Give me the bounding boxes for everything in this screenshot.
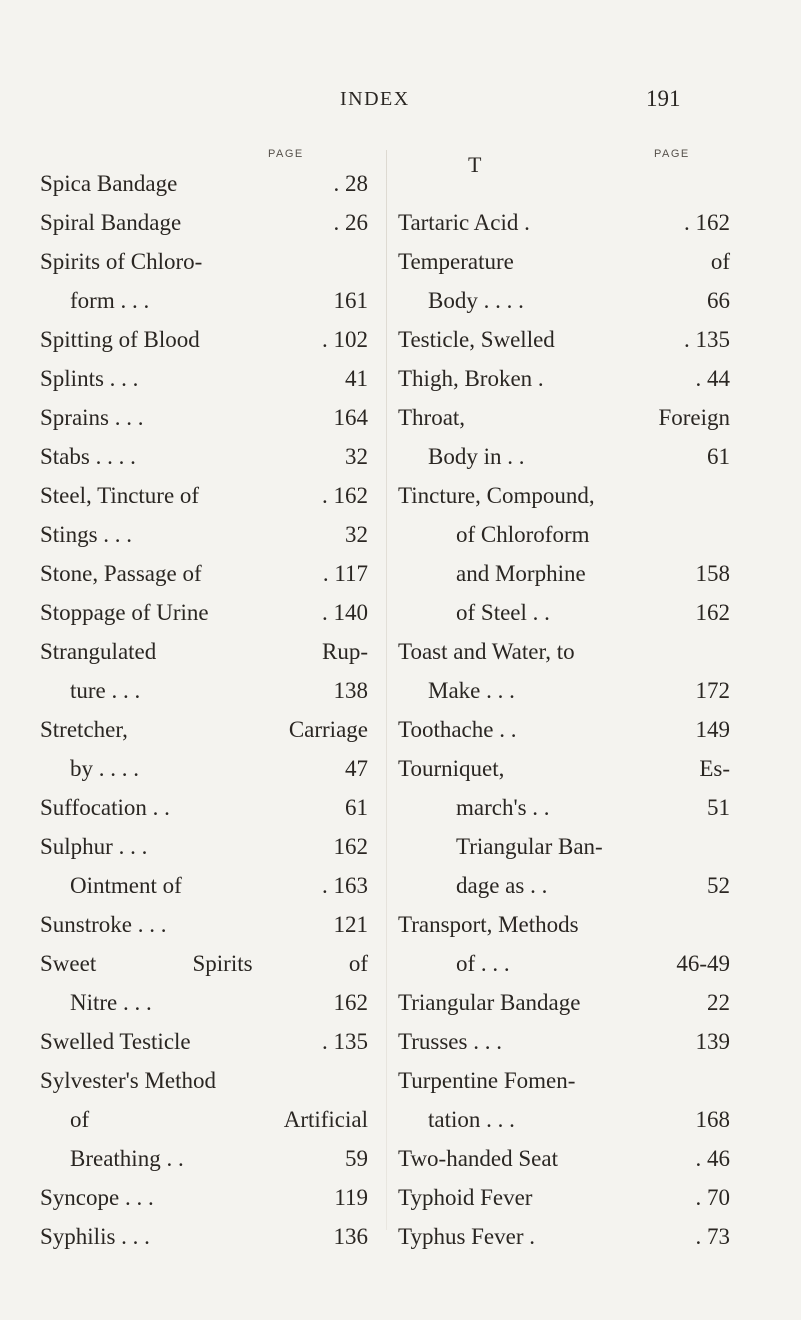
- entry-term: Tartaric Acid .: [398, 210, 530, 235]
- entry-term: form . . .: [70, 288, 150, 313]
- entry-term: ture . . .: [70, 678, 141, 703]
- index-entry: [398, 515, 730, 554]
- entry-page-number: . 26: [333, 210, 368, 235]
- entry-term: Steel, Tincture of: [40, 483, 200, 508]
- index-entry: [40, 320, 368, 359]
- entry-page-number: 32: [345, 522, 368, 547]
- entry-term: Trusses . . .: [398, 1029, 502, 1054]
- index-entry: [40, 1178, 368, 1217]
- entry-page-number: . 117: [322, 561, 368, 586]
- index-entry: [40, 164, 368, 203]
- index-entry: [398, 632, 730, 671]
- column-divider: [386, 150, 387, 1230]
- entry-term: Tincture, Compound,: [398, 483, 595, 508]
- entry-term: dage as . .: [456, 873, 548, 898]
- entry-page-number: 164: [333, 405, 368, 430]
- entry-term: of Artificial: [70, 1107, 368, 1132]
- index-entry: [398, 1217, 730, 1256]
- entry-term: Body in . .: [428, 444, 525, 469]
- entry-term: Testicle, Swelled: [398, 327, 555, 352]
- index-entry: [398, 398, 730, 437]
- entry-term: Toothache . .: [398, 717, 517, 742]
- index-entry: [398, 1061, 730, 1100]
- entry-page-number: 32: [345, 444, 368, 469]
- index-entry: [40, 1100, 368, 1139]
- entry-term: Spirits of Chloro-: [40, 249, 203, 274]
- entry-term: Nitre . . .: [70, 990, 152, 1015]
- section-letter: T: [468, 152, 482, 177]
- entry-term: Breathing . .: [70, 1146, 184, 1171]
- entry-page-number: . 70: [695, 1185, 730, 1210]
- entry-term: of Chloroform: [456, 522, 590, 547]
- entry-page-number: 59: [345, 1146, 368, 1171]
- entry-term: Spiral Bandage: [40, 210, 182, 235]
- entry-term: of Steel . .: [456, 600, 550, 625]
- entry-page-number: 46-49: [676, 951, 730, 976]
- entry-page-number: 22: [707, 990, 730, 1015]
- entry-term: and Morphine: [456, 561, 586, 586]
- entry-page-number: . 135: [322, 1029, 368, 1054]
- entry-page-number: . 73: [695, 1224, 730, 1249]
- index-entry: [398, 281, 730, 320]
- index-entry: [398, 476, 730, 515]
- entry-page-number: 158: [695, 561, 730, 586]
- entry-term: Syncope . . .: [40, 1185, 154, 1210]
- index-entry: [40, 1217, 368, 1256]
- index-entry: [398, 983, 730, 1022]
- entry-page-number: 119: [334, 1185, 368, 1210]
- entry-term: Triangular Bandage: [398, 990, 581, 1015]
- entry-page-number: 161: [333, 288, 368, 313]
- index-entry: [398, 203, 730, 242]
- entry-page-number: 162: [333, 990, 368, 1015]
- entry-page-number: 168: [695, 1107, 730, 1132]
- entry-page-number: 172: [695, 678, 730, 703]
- index-entry: [40, 710, 368, 749]
- index-entry: [398, 1022, 730, 1061]
- index-entry: [398, 866, 730, 905]
- entry-list: [398, 164, 730, 1256]
- index-entry: [398, 944, 730, 983]
- entry-term: Throat, Foreign: [398, 405, 730, 430]
- index-entry: [40, 437, 368, 476]
- entry-page-number: . 163: [322, 873, 368, 898]
- index-entry: [40, 359, 368, 398]
- entry-term: march's . .: [456, 795, 550, 820]
- entry-page-number: 41: [345, 366, 368, 391]
- entry-term: Turpentine Fomen-: [398, 1068, 576, 1093]
- index-entry: [40, 554, 368, 593]
- index-entry: [40, 203, 368, 242]
- entry-term: Spica Bandage: [40, 171, 178, 196]
- entry-page-number: 51: [707, 795, 730, 820]
- entry-term: Ointment of: [70, 873, 182, 898]
- index-entry: [40, 944, 368, 983]
- page-number: 191: [646, 86, 681, 111]
- index-entry: [40, 476, 368, 515]
- entry-term: Stings . . .: [40, 522, 133, 547]
- entry-page-number: 162: [333, 834, 368, 859]
- entry-term: Strangulated Rup-: [40, 639, 368, 664]
- index-entry: [40, 593, 368, 632]
- index-entry: [398, 788, 730, 827]
- page-header: [0, 88, 801, 118]
- index-entry: [40, 1022, 368, 1061]
- entry-page-number: 138: [333, 678, 368, 703]
- entry-page-number: . 102: [322, 327, 368, 352]
- page-column-label: PAGE: [268, 148, 304, 160]
- index-entry: [40, 905, 368, 944]
- index-entry: [40, 1061, 368, 1100]
- entry-term: Spitting of Blood: [40, 327, 200, 352]
- entry-term: Sulphur . . .: [40, 834, 148, 859]
- entry-page-number: 61: [707, 444, 730, 469]
- index-entry: [40, 788, 368, 827]
- entry-page-number: . 162: [684, 210, 730, 235]
- entry-page-number: . 28: [333, 171, 368, 196]
- index-entry: [398, 905, 730, 944]
- entry-term: Stone, Passage of: [40, 561, 202, 586]
- index-entry: [40, 515, 368, 554]
- index-entry: [40, 632, 368, 671]
- index-entry: [40, 281, 368, 320]
- entry-page-number: 139: [695, 1029, 730, 1054]
- index-entry: [398, 437, 730, 476]
- page-title: INDEX: [340, 88, 410, 110]
- entry-term: Sylvester's Method: [40, 1068, 216, 1093]
- entry-page-number: 136: [333, 1224, 368, 1249]
- entry-term: Body . . . .: [428, 288, 524, 313]
- entry-term: Swelled Testicle: [40, 1029, 191, 1054]
- index-entry: [398, 1139, 730, 1178]
- entry-page-number: 66: [707, 288, 730, 313]
- entry-term: Toast and Water, to: [398, 639, 575, 664]
- index-entry: [40, 398, 368, 437]
- index-entry: [40, 1139, 368, 1178]
- entry-term: Stoppage of Urine: [40, 600, 209, 625]
- entry-term: Sweet Spirits of: [40, 951, 368, 976]
- index-entry: [40, 242, 368, 281]
- index-entry: [398, 593, 730, 632]
- entry-term: Thigh, Broken .: [398, 366, 544, 391]
- index-entry: [40, 749, 368, 788]
- index-entry: [40, 671, 368, 710]
- entry-term: Make . . .: [428, 678, 515, 703]
- entry-term: Typhus Fever .: [398, 1224, 536, 1249]
- index-entry: [398, 1178, 730, 1217]
- entry-term: Tourniquet, Es-: [398, 756, 730, 781]
- index-entry: [398, 710, 730, 749]
- entry-term: Typhoid Fever: [398, 1185, 533, 1210]
- entry-page-number: . 140: [322, 600, 368, 625]
- index-entry: [398, 1100, 730, 1139]
- entry-term: Sprains . . .: [40, 405, 144, 430]
- entry-page-number: 162: [695, 600, 730, 625]
- entry-term: Splints . . .: [40, 366, 139, 391]
- index-entry: [398, 749, 730, 788]
- entry-page-number: 47: [345, 756, 368, 781]
- entry-page-number: 61: [345, 795, 368, 820]
- entry-term: Triangular Ban-: [456, 834, 603, 859]
- entry-term: Temperature of: [398, 249, 730, 274]
- index-entry: [398, 359, 730, 398]
- entry-term: by . . . .: [70, 756, 139, 781]
- index-entry: [40, 983, 368, 1022]
- entry-page-number: . 135: [684, 327, 730, 352]
- entry-page-number: . 46: [695, 1146, 730, 1171]
- index-entry: [398, 242, 730, 281]
- entry-term: Stretcher, Carriage: [40, 717, 368, 742]
- entry-term: Two-handed Seat: [398, 1146, 558, 1171]
- index-entry: [398, 554, 730, 593]
- entry-page-number: 149: [695, 717, 730, 742]
- entry-list: [40, 164, 368, 1256]
- index-entry: [398, 320, 730, 359]
- entry-term: Stabs . . . .: [40, 444, 136, 469]
- entry-term: Suffocation . .: [40, 795, 170, 820]
- entry-page-number: . 44: [695, 366, 730, 391]
- entry-term: tation . . .: [428, 1107, 515, 1132]
- entry-page-number: . 162: [322, 483, 368, 508]
- index-entry: [398, 827, 730, 866]
- entry-term: Syphilis . . .: [40, 1224, 150, 1249]
- entry-term: Transport, Methods: [398, 912, 579, 937]
- entry-term: Sunstroke . . .: [40, 912, 167, 937]
- entry-page-number: 121: [333, 912, 368, 937]
- index-entry: [398, 671, 730, 710]
- index-entry: [40, 866, 368, 905]
- entry-term: of . . .: [456, 951, 510, 976]
- entry-page-number: 52: [707, 873, 730, 898]
- index-entry: [40, 827, 368, 866]
- page-column-label: PAGE: [654, 148, 690, 160]
